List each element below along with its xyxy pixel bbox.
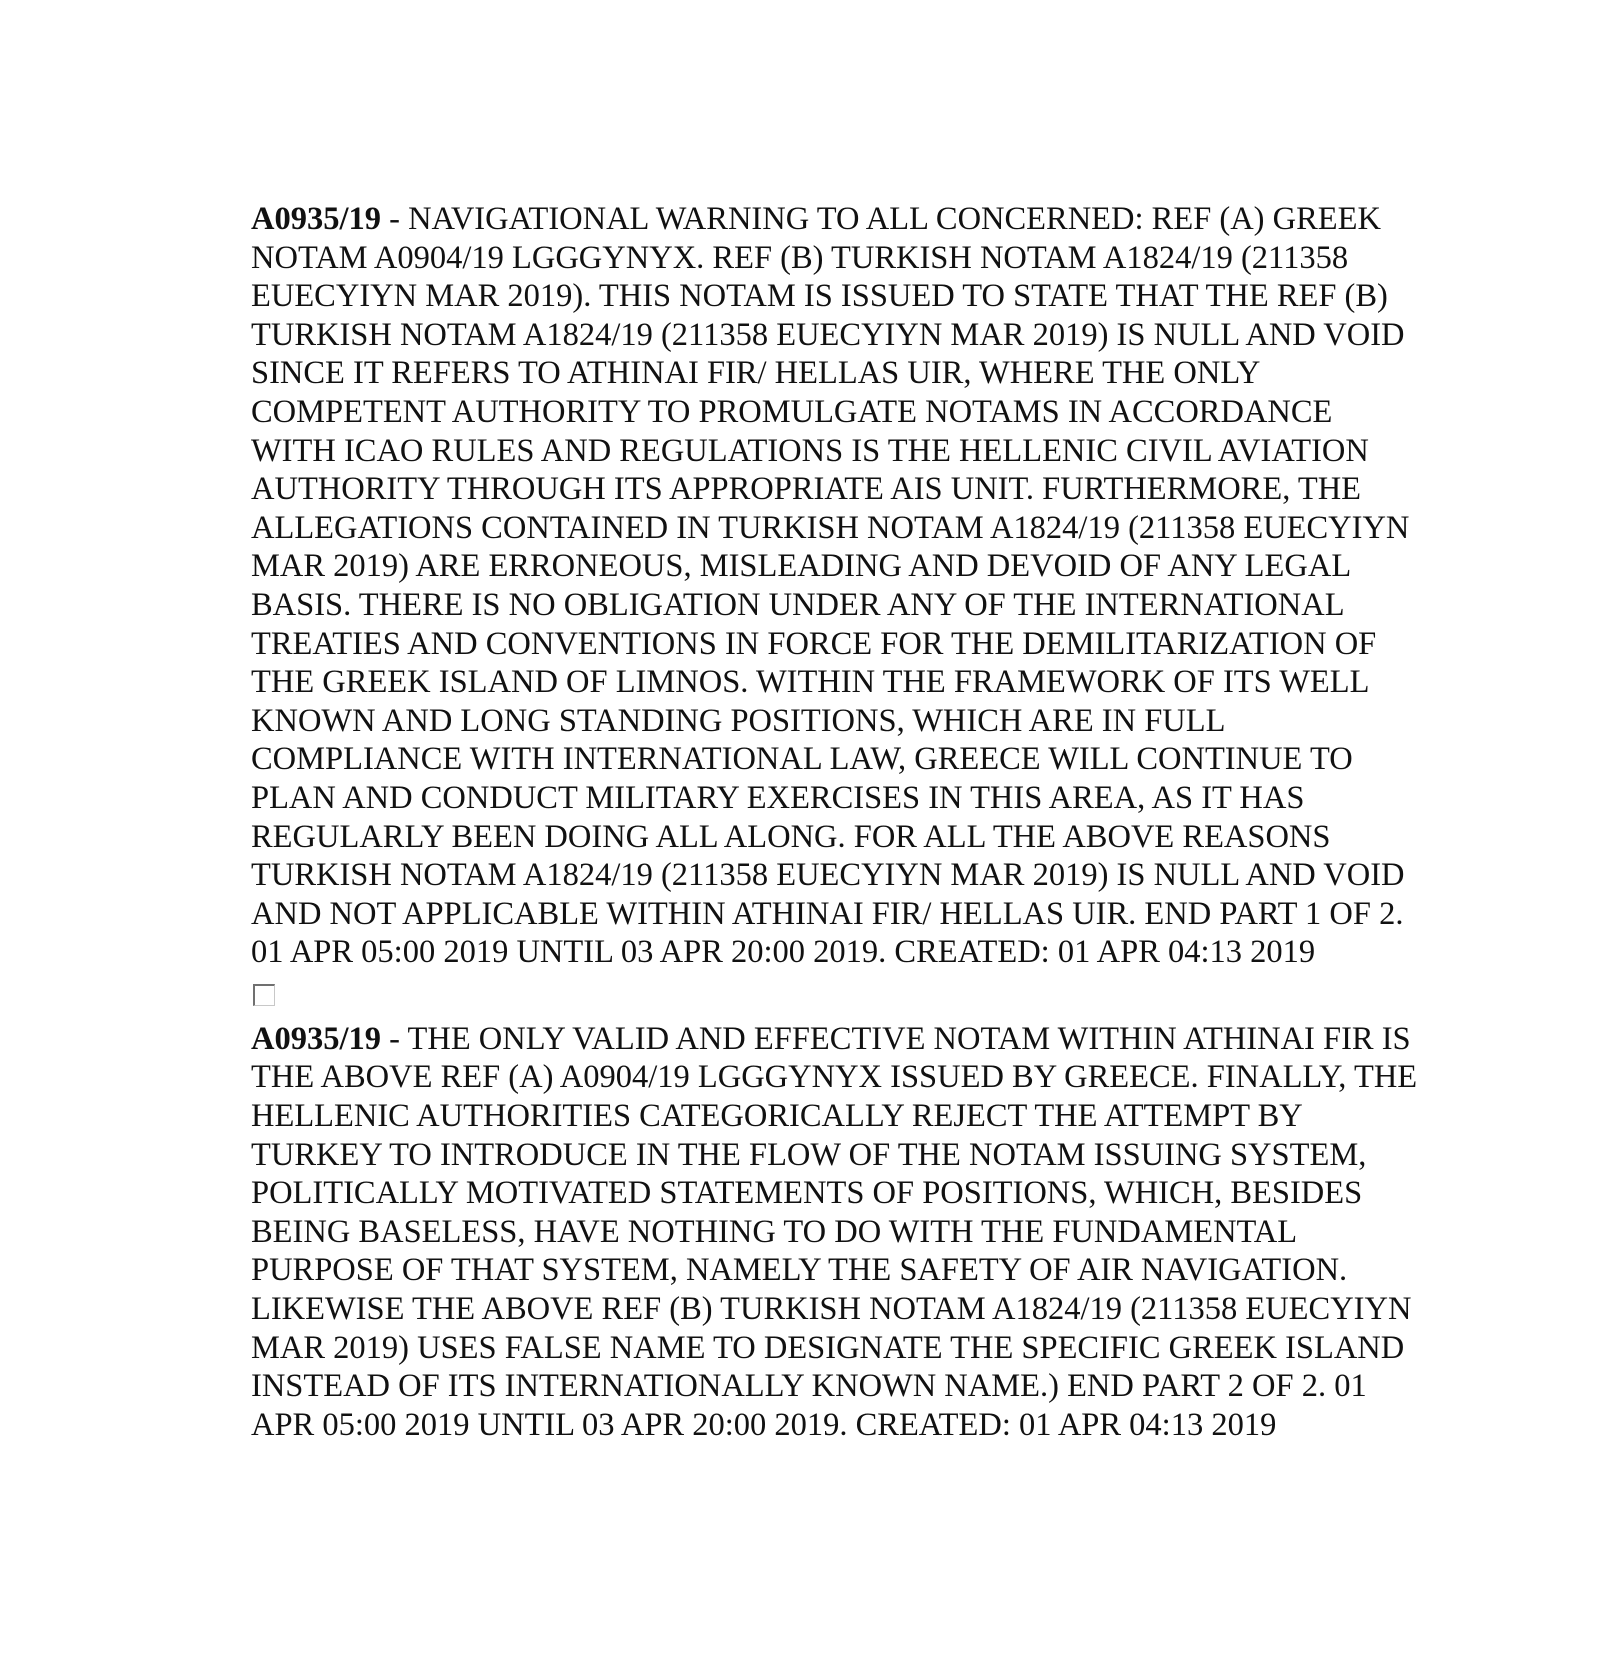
notam-line: TURKISH NOTAM A1824/19 (211358 EUECYIYN MAR 2019) IS NULL AND VOID <box>251 316 1405 353</box>
notam-line: SINCE IT REFERS TO ATHINAI FIR/ HELLAS UIR, WHERE THE ONLY <box>251 355 1261 392</box>
notam-line: KNOWN AND LONG STANDING POSITIONS, WHICH ARE IN FULL <box>251 702 1226 739</box>
notam-line: 01 APR 05:00 2019 UNTIL 03 APR 20:00 2019. CREATED: 01 APR 04:13 2019 <box>251 934 1316 971</box>
notam-entry-part-1 <box>251 200 1491 972</box>
notam-separator: - <box>381 1020 408 1057</box>
notam-line <box>251 200 1491 239</box>
notam-line: HELLENIC AUTHORITIES CATEGORICALLY REJECT THE ATTEMPT BY <box>251 1098 1303 1135</box>
notam-line: TURKEY TO INTRODUCE IN THE FLOW OF THE NOTAM ISSUING SYSTEM, <box>251 1136 1367 1173</box>
notam-line: TREATIES AND CONVENTIONS IN FORCE FOR THE DEMILITARIZATION OF <box>251 625 1377 662</box>
notam-document <box>251 200 1491 1444</box>
notam-id: A0935/19 <box>251 1020 381 1057</box>
notam-line: AUTHORITY THROUGH ITS APPROPRIATE AIS UNIT. FURTHERMORE, THE <box>251 471 1362 508</box>
notam-line: MAR 2019) ARE ERRONEOUS, MISLEADING AND DEVOID OF ANY LEGAL <box>251 548 1352 585</box>
select-checkbox[interactable] <box>253 984 275 1006</box>
notam-line: LIKEWISE THE ABOVE REF (B) TURKISH NOTAM A1824/19 (211358 EUECYIYN <box>251 1291 1412 1328</box>
notam-line: THE ABOVE REF (A) A0904/19 LGGGYNYX ISSUED BY GREECE. FINALLY, THE <box>251 1059 1418 1096</box>
notam-line: TURKISH NOTAM A1824/19 (211358 EUECYIYN MAR 2019) IS NULL AND VOID <box>251 857 1405 894</box>
notam-line: THE GREEK ISLAND OF LIMNOS. WITHIN THE FRAMEWORK OF ITS WELL <box>251 664 1370 701</box>
notam-line: REGULARLY BEEN DOING ALL ALONG. FOR ALL THE ABOVE REASONS <box>251 818 1331 855</box>
notam-id: A0935/19 <box>251 201 381 237</box>
notam-line: MAR 2019) USES FALSE NAME TO DESIGNATE THE SPECIFIC GREEK ISLAND <box>251 1329 1405 1366</box>
notam-line: COMPETENT AUTHORITY TO PROMULGATE NOTAMS IN ACCORDANCE <box>251 393 1333 430</box>
notam-line: AND NOT APPLICABLE WITHIN ATHINAI FIR/ HELLAS UIR. END PART 1 OF 2. <box>251 895 1404 932</box>
notam-line: PLAN AND CONDUCT MILITARY EXERCISES IN THIS AREA, AS IT HAS <box>251 779 1305 816</box>
notam-text: THE ONLY VALID AND EFFECTIVE NOTAM WITHIN ATHINAI FIR IS <box>407 1020 1411 1057</box>
notam-line: INSTEAD OF ITS INTERNATIONALLY KNOWN NAME.) END PART 2 OF 2. 01 <box>251 1368 1367 1405</box>
notam-line: NOTAM A0904/19 LGGGYNYX. REF (B) TURKISH NOTAM A1824/19 (211358 <box>251 239 1349 276</box>
notam-line: POLITICALLY MOTIVATED STATEMENTS OF POSITIONS, WHICH, BESIDES <box>251 1175 1363 1212</box>
notam-line: BEING BASELESS, HAVE NOTHING TO DO WITH THE FUNDAMENTAL <box>251 1213 1298 1250</box>
notam-line: ALLEGATIONS CONTAINED IN TURKISH NOTAM A1824/19 (211358 EUECYIYN <box>251 509 1410 546</box>
notam-line: WITH ICAO RULES AND REGULATIONS IS THE HELLENIC CIVIL AVIATION <box>251 432 1369 469</box>
notam-line <box>251 1020 1491 1059</box>
notam-text: NAVIGATIONAL WARNING TO ALL CONCERNED: REF (A) GREEK <box>408 201 1381 237</box>
notam-line: BASIS. THERE IS NO OBLIGATION UNDER ANY OF THE INTERNATIONAL <box>251 586 1345 623</box>
notam-entry-part-2 <box>251 1020 1491 1445</box>
notam-separator: - <box>381 201 409 237</box>
notam-line: COMPLIANCE WITH INTERNATIONAL LAW, GREECE WILL CONTINUE TO <box>251 741 1353 778</box>
notam-line: EUECYIYN MAR 2019). THIS NOTAM IS ISSUED TO STATE THAT THE REF (B) <box>251 278 1388 315</box>
notam-line: PURPOSE OF THAT SYSTEM, NAMELY THE SAFETY OF AIR NAVIGATION. <box>251 1252 1348 1289</box>
notam-line: APR 05:00 2019 UNTIL 03 APR 20:00 2019. CREATED: 01 APR 04:13 2019 <box>251 1406 1277 1443</box>
